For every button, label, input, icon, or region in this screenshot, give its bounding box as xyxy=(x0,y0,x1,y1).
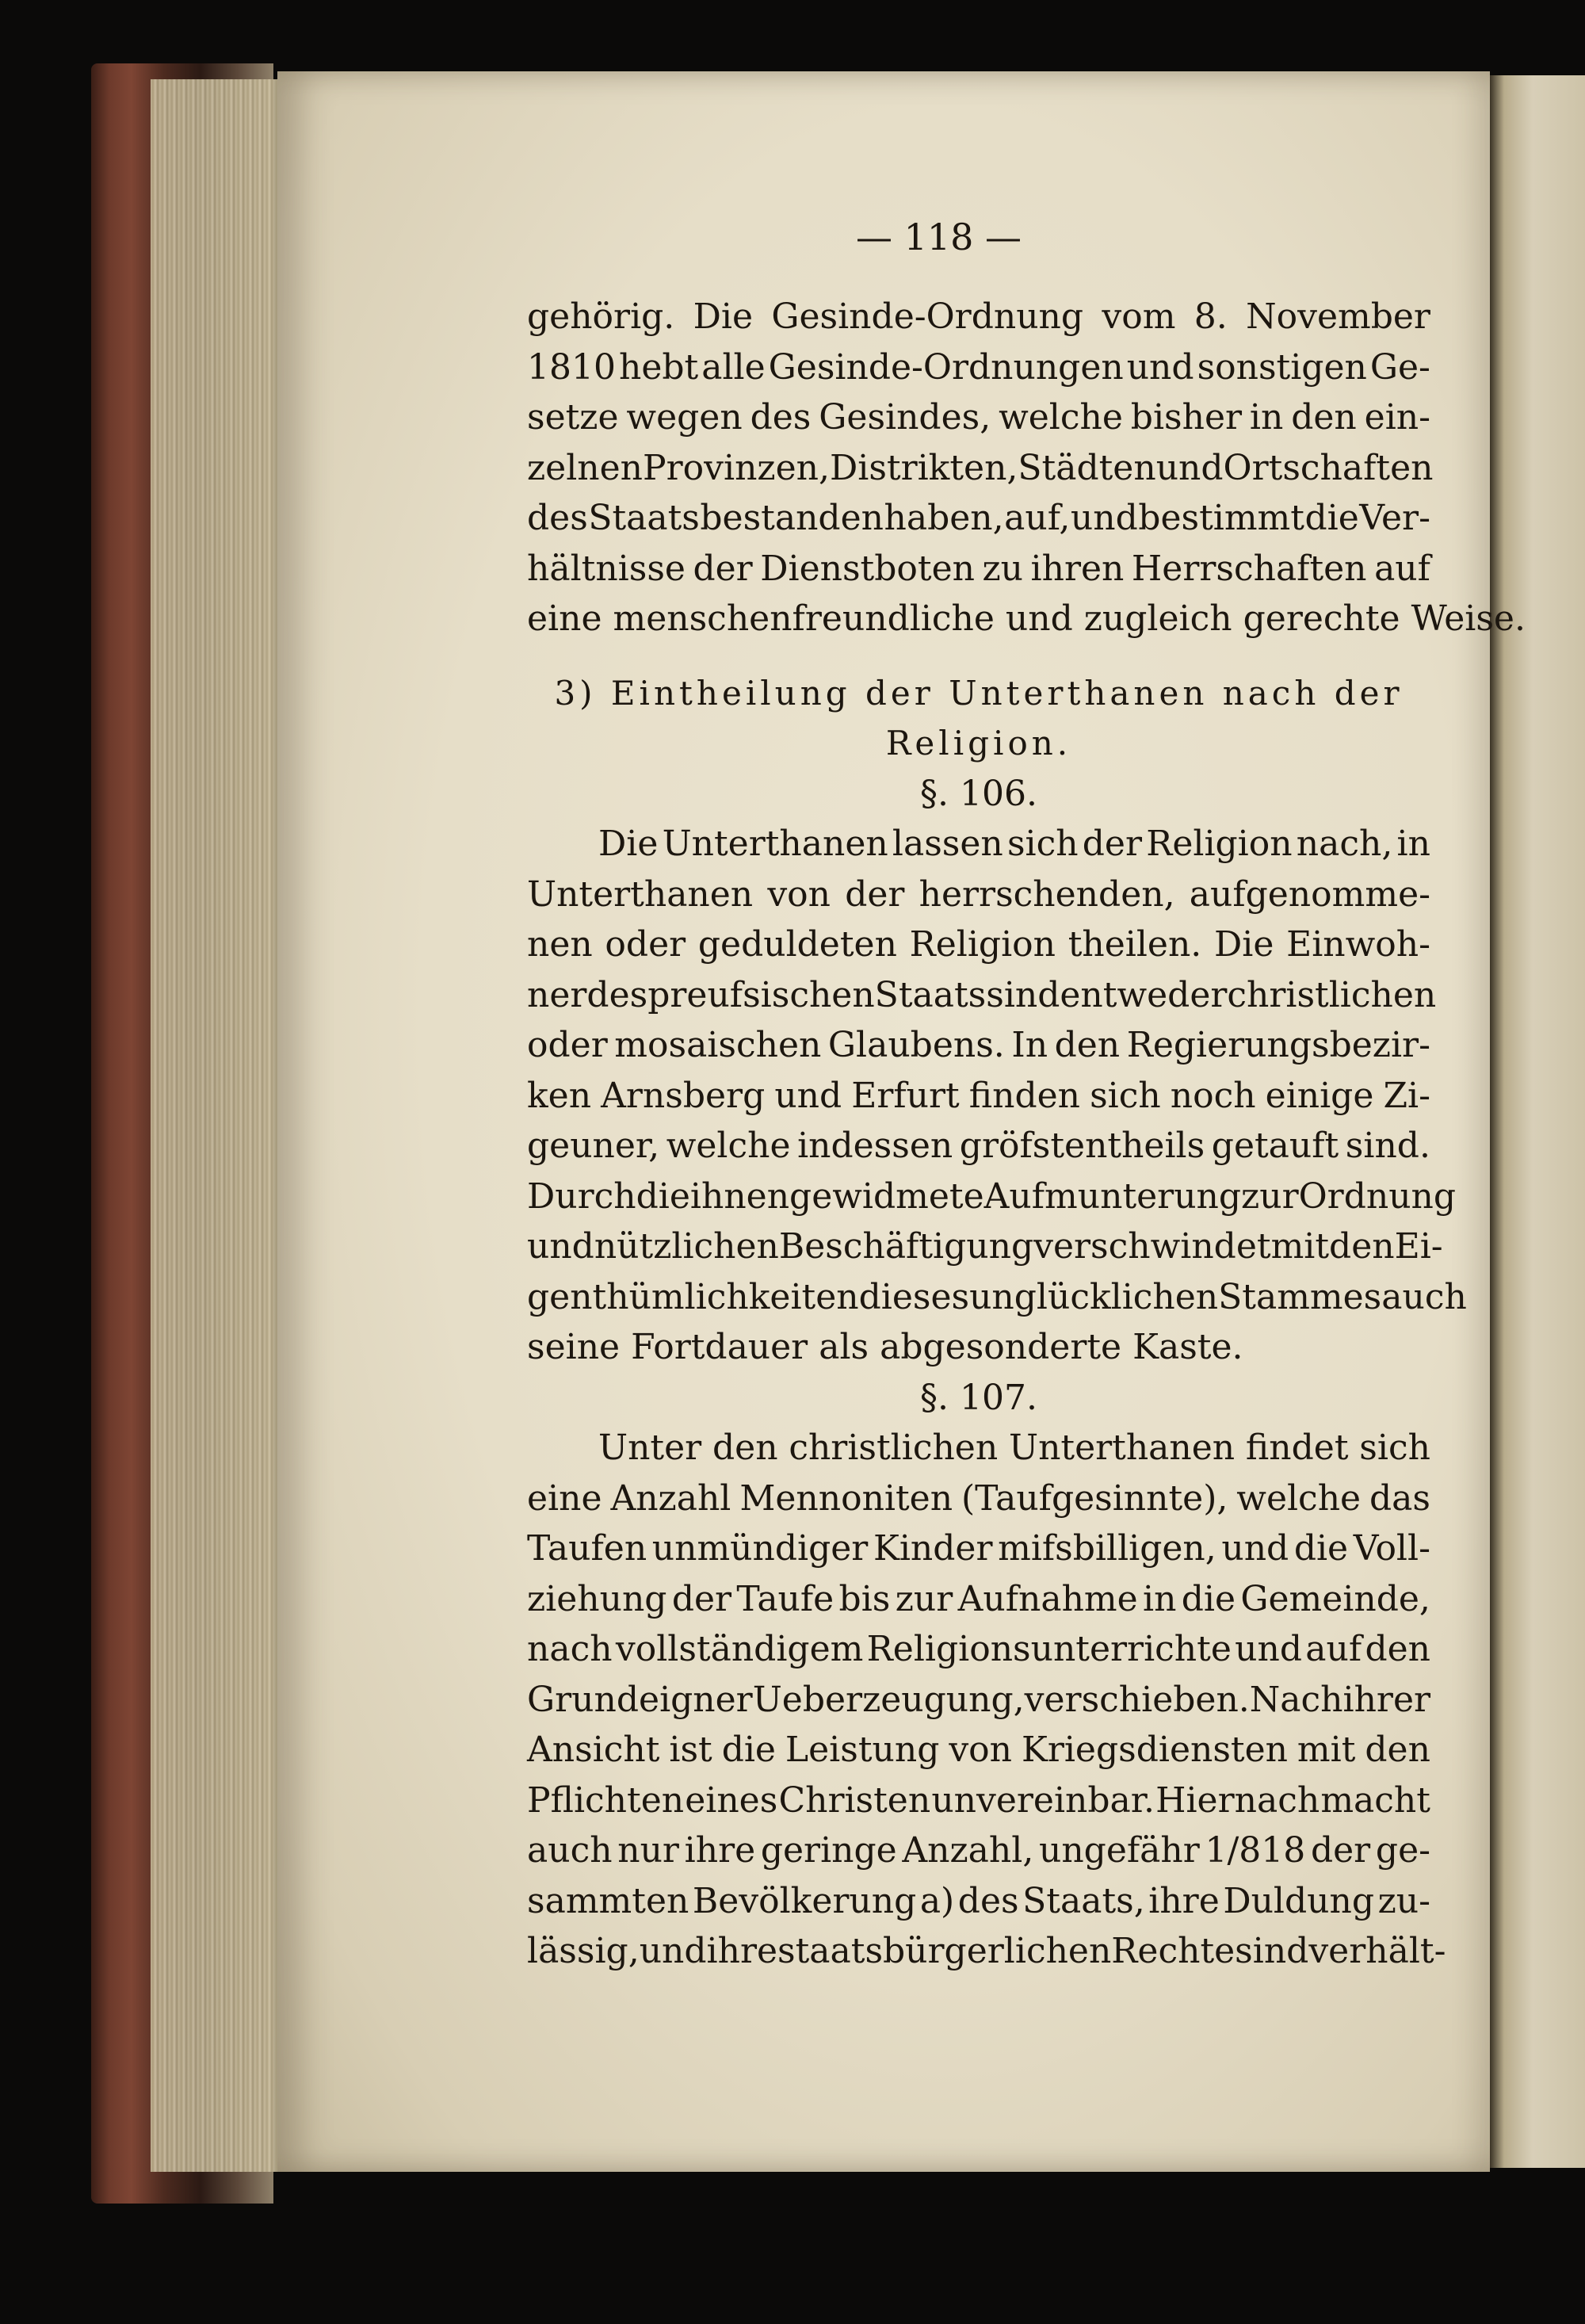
text-line: gehörig. Die Gesinde-Ordnung vom 8. November xyxy=(527,296,1430,337)
paragraph-106 xyxy=(527,819,1467,1373)
text-line: geuner, welche indessen gröfstentheils getauft sind. xyxy=(527,1126,1430,1166)
section-heading-line: Religion. xyxy=(885,724,1072,763)
text-line: lässig, und ihre staatsbürgerlichen Rechte sind verhält- xyxy=(527,1931,1446,1971)
page-stack-edge xyxy=(151,79,285,2172)
text-line: 1810 hebt alle Gesinde-Ordnungen und sonstigen Ge- xyxy=(527,346,1430,388)
text-line: Ansicht ist die Leistung von Kriegsdiensten mit den xyxy=(527,1730,1430,1770)
text-line: seine Fortdauer als abgesonderte Kaste. xyxy=(527,1327,1243,1367)
text-line: setze wegen des Gesindes, welche bisher in den ein- xyxy=(527,397,1430,438)
text-line: eine menschenfreundliche und zugleich gerechte Weise. xyxy=(527,598,1526,639)
text-line: genthümlichkeiten dieses unglücklichen Stammes auch xyxy=(527,1276,1467,1317)
page-number: — 118 — xyxy=(856,216,1022,258)
text-line: nen oder geduldeten Religion theilen. Die Einwoh- xyxy=(527,924,1430,965)
text-line: Taufen unmündiger Kinder mifsbilligen, und die Voll- xyxy=(527,1528,1430,1569)
text-line: Die Unterthanen lassen sich der Religion nach, in xyxy=(598,824,1430,864)
text-line: Grund eigner Ueberzeugung, verschieben. Nach ihrer xyxy=(527,1679,1431,1720)
section-heading-line: 3) Eintheilung der Unterthanen nach der xyxy=(554,673,1404,713)
facing-page-edge xyxy=(1490,75,1585,2168)
page-text xyxy=(527,214,1526,1977)
text-line: ken Arnsberg und Erfurt finden sich noch einige Zi- xyxy=(527,1075,1430,1116)
paragraph-107 xyxy=(527,1423,1446,1977)
text-line: nach vollständigem Religionsunterrichte und auf den xyxy=(527,1629,1430,1669)
text-line: oder mosaischen Glaubens. In den Regierungsbezir- xyxy=(527,1025,1430,1065)
text-line: und nützlichen Beschäftigung verschwindet mit den Ei- xyxy=(527,1226,1443,1267)
paragraph-1 xyxy=(527,292,1526,644)
text-line: auch nur ihre geringe Anzahl, ungefähr 1/818 der ge- xyxy=(527,1830,1430,1871)
section-heading xyxy=(527,668,1430,769)
text-line: hältnisse der Dienstboten zu ihren Herrschaften auf xyxy=(527,548,1430,589)
text-line: zelnen Provinzen, Distrikten, Städten und Ortschaften xyxy=(527,447,1434,488)
text-line: ziehung der Taufe bis zur Aufnahme in die Gemeinde, xyxy=(527,1578,1430,1619)
section-number-106: §. 106. xyxy=(920,773,1037,814)
text-line: des Staats bestanden haben, auf, und bestimmt die Ver- xyxy=(527,498,1430,538)
section-number-107: §. 107. xyxy=(920,1377,1037,1418)
text-line: Unter den christlichen Unterthanen findet sich xyxy=(598,1428,1430,1468)
text-line: Pflichten eines Christen unvereinbar. Hiernach macht xyxy=(527,1779,1430,1821)
text-line: Unterthanen von der herrschenden, aufgenomme- xyxy=(527,873,1430,915)
text-line: eine Anzahl Mennoniten (Taufgesinnte), welche das xyxy=(527,1477,1430,1519)
text-line: Durch die ihnen gewidmete Aufmunterung zur Ordnung xyxy=(527,1175,1457,1217)
text-line: sammten Bevölkerung a) des Staats, ihre Duldung zu- xyxy=(527,1880,1430,1921)
text-line: ner des preufsischen Staats sind entweder christlichen xyxy=(527,974,1437,1015)
